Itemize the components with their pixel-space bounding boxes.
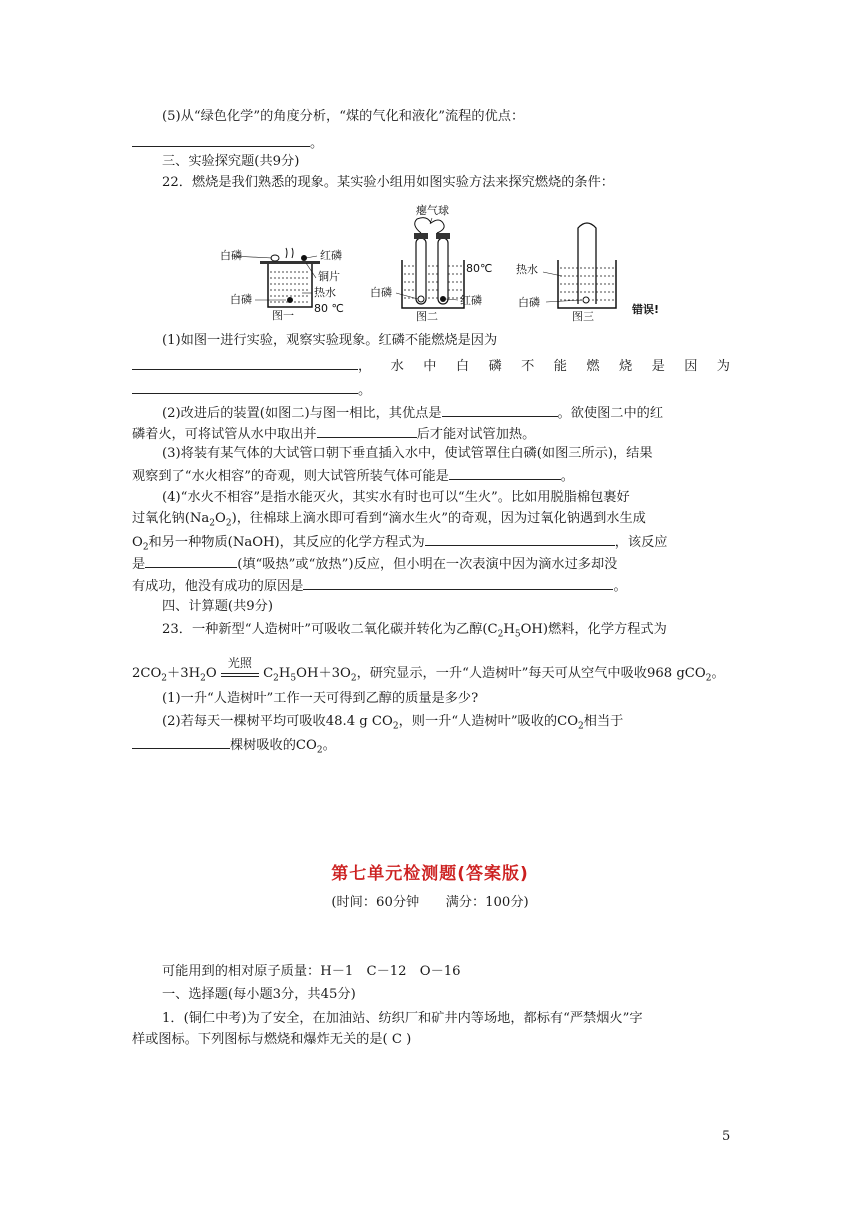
q22-part2-line1: (2)改进后的装置(如图二)与图一相比，其优点是 。欲使图二中的红 (162, 403, 762, 423)
q22-stem: 22．燃烧是我们熟悉的现象。某实验小组用如图实验方法来探究燃烧的条件： (162, 175, 614, 190)
q22-part1-line1: (1)如图一进行实验，观察实验现象。红磷不能燃烧是因为 (162, 333, 498, 348)
label-red-phosphorus: 红磷 (320, 249, 342, 262)
label-copper-sheet: 铜片 (318, 270, 340, 283)
q22-part1-line2: ，水中白磷不能燃烧是因为 (132, 356, 732, 376)
answer-blank[interactable] (132, 735, 230, 749)
q23-part2-line2: 棵树吸收的$CO_2$。 (132, 735, 732, 760)
q22-part4-line3: $O_2$和另一种物质(NaOH)，其反应的化学方程式为 ，该反应 (132, 532, 732, 557)
figure-1 (220, 248, 344, 322)
q21-part5: (5)从“绿色化学”的角度分析，“煤的气化和液化”流程的优点： (162, 109, 525, 124)
figure-3-caption: 图三 (572, 310, 594, 322)
section-4-heading: 四、计算题(共9分) (162, 599, 273, 614)
q23-part1: (1)一升“人造树叶”工作一天可得到乙醇的质量是多少? (162, 691, 479, 706)
label-white-phosphorus: 白磷 (220, 249, 242, 262)
figure-1-caption: 图一 (272, 309, 294, 322)
q23-stem: 23．一种新型“人造树叶”可吸收二氧化碳并转化为乙醇$(C_2H_5OH)$燃料，化学方程式为 (162, 622, 667, 640)
label-white-phosphorus: 白磷 (370, 286, 392, 299)
answer-blank[interactable] (132, 133, 310, 147)
answer-blank[interactable] (449, 466, 561, 480)
reaction-condition: 光照 (227, 656, 252, 670)
atomic-mass-note: 可能用到的相对原子质量：H－1 C－12 O－16 (162, 964, 461, 979)
q22-part4-line2: 过氧化钠$(Na_2O_2)$，往棉球上滴水即可看到“滴水生火”的奇观，因为过氧化钠遇到水生成 (132, 511, 646, 529)
q22-part4-line5: 有成功，他没有成功的原因是 。 (132, 576, 732, 596)
unit7-title: 第七单元检测题(答案版) (331, 864, 529, 884)
label-hot-water: 热水 (314, 286, 336, 299)
unit7-subtitle: (时间：60分钟 满分：100分) (331, 895, 529, 910)
section-3-heading: 三、实验探究题(共9分) (162, 154, 300, 169)
q22-part4-line1: (4)“水火不相容”是指水能灭火，其实水有时也可以“生火”。比如用脱脂棉包裹好 (162, 490, 630, 505)
label-red-phosphorus: 红磷 (460, 294, 482, 307)
q22-part3-line2: 观察到了“水火相容”的奇观，则大试管所装气体可能是 。 (132, 466, 732, 486)
q23-part2-line1: (2)若每天一棵树平均可吸收48.4 g $CO_2$，则一升“人造树叶”吸收的$CO_2$相当于 (162, 714, 624, 732)
q1-line1: 1．(铜仁中考)为了安全，在加油站、纺织厂和矿井内等场地，都标有“严禁烟火”字 (162, 1011, 643, 1026)
label-deflated-balloon: 瘪气球 (416, 204, 449, 217)
label-white-phosphorus: 白磷 (518, 296, 540, 309)
q23-chemical-equation: $2CO_2+3H_2O$ 光照 $C_2H_5OH+3O_2$，研究显示，一升“人造树叶”每天可从空气中吸收968 gCO$_2$。 (132, 656, 725, 684)
answer-blank[interactable] (132, 356, 358, 370)
figure-2 (370, 203, 492, 322)
q1-line2: 样或图标。下列图标与燃烧和爆炸无关的是( C ) (132, 1032, 412, 1047)
answer-blank[interactable] (317, 424, 417, 438)
label-white-phosphorus-water: 白磷 (230, 293, 252, 306)
label-temperature: 80℃ (466, 262, 493, 275)
answer-blank[interactable] (425, 532, 615, 546)
answer-blank[interactable] (132, 380, 358, 394)
answer-blank[interactable] (303, 576, 613, 590)
reaction-arrow (221, 656, 259, 677)
figure-2-caption: 图二 (416, 310, 438, 322)
answer-blank[interactable] (145, 554, 237, 568)
answer-blank[interactable] (442, 403, 558, 417)
q22-part2-line2: 磷着火，可将试管从水中取出并 后才能对试管加热。 (132, 424, 732, 444)
label-temperature: 80 ℃ (314, 302, 344, 315)
q22-part3-line1: (3)将装有某气体的大试管口朝下垂直插入水中，使试管罩住白磷(如图三所示)，结果 (162, 446, 653, 461)
figure-3 (516, 223, 616, 322)
error-text: 错误! (632, 303, 660, 316)
label-hot-water: 热水 (516, 263, 538, 276)
q22-part4-line4: 是 (填“吸热”或“放热”)反应，但小明在一次表演中因为滴水过多却没 (132, 554, 732, 574)
page-number: 5 (722, 1129, 731, 1144)
combustion-experiment-figure (220, 200, 680, 322)
section-1-heading: 一、选择题(每小题3分，共45分) (162, 987, 356, 1002)
q21-part5-answer-line: 。 (132, 133, 732, 153)
q22-part1-line3: 。 (132, 380, 732, 400)
